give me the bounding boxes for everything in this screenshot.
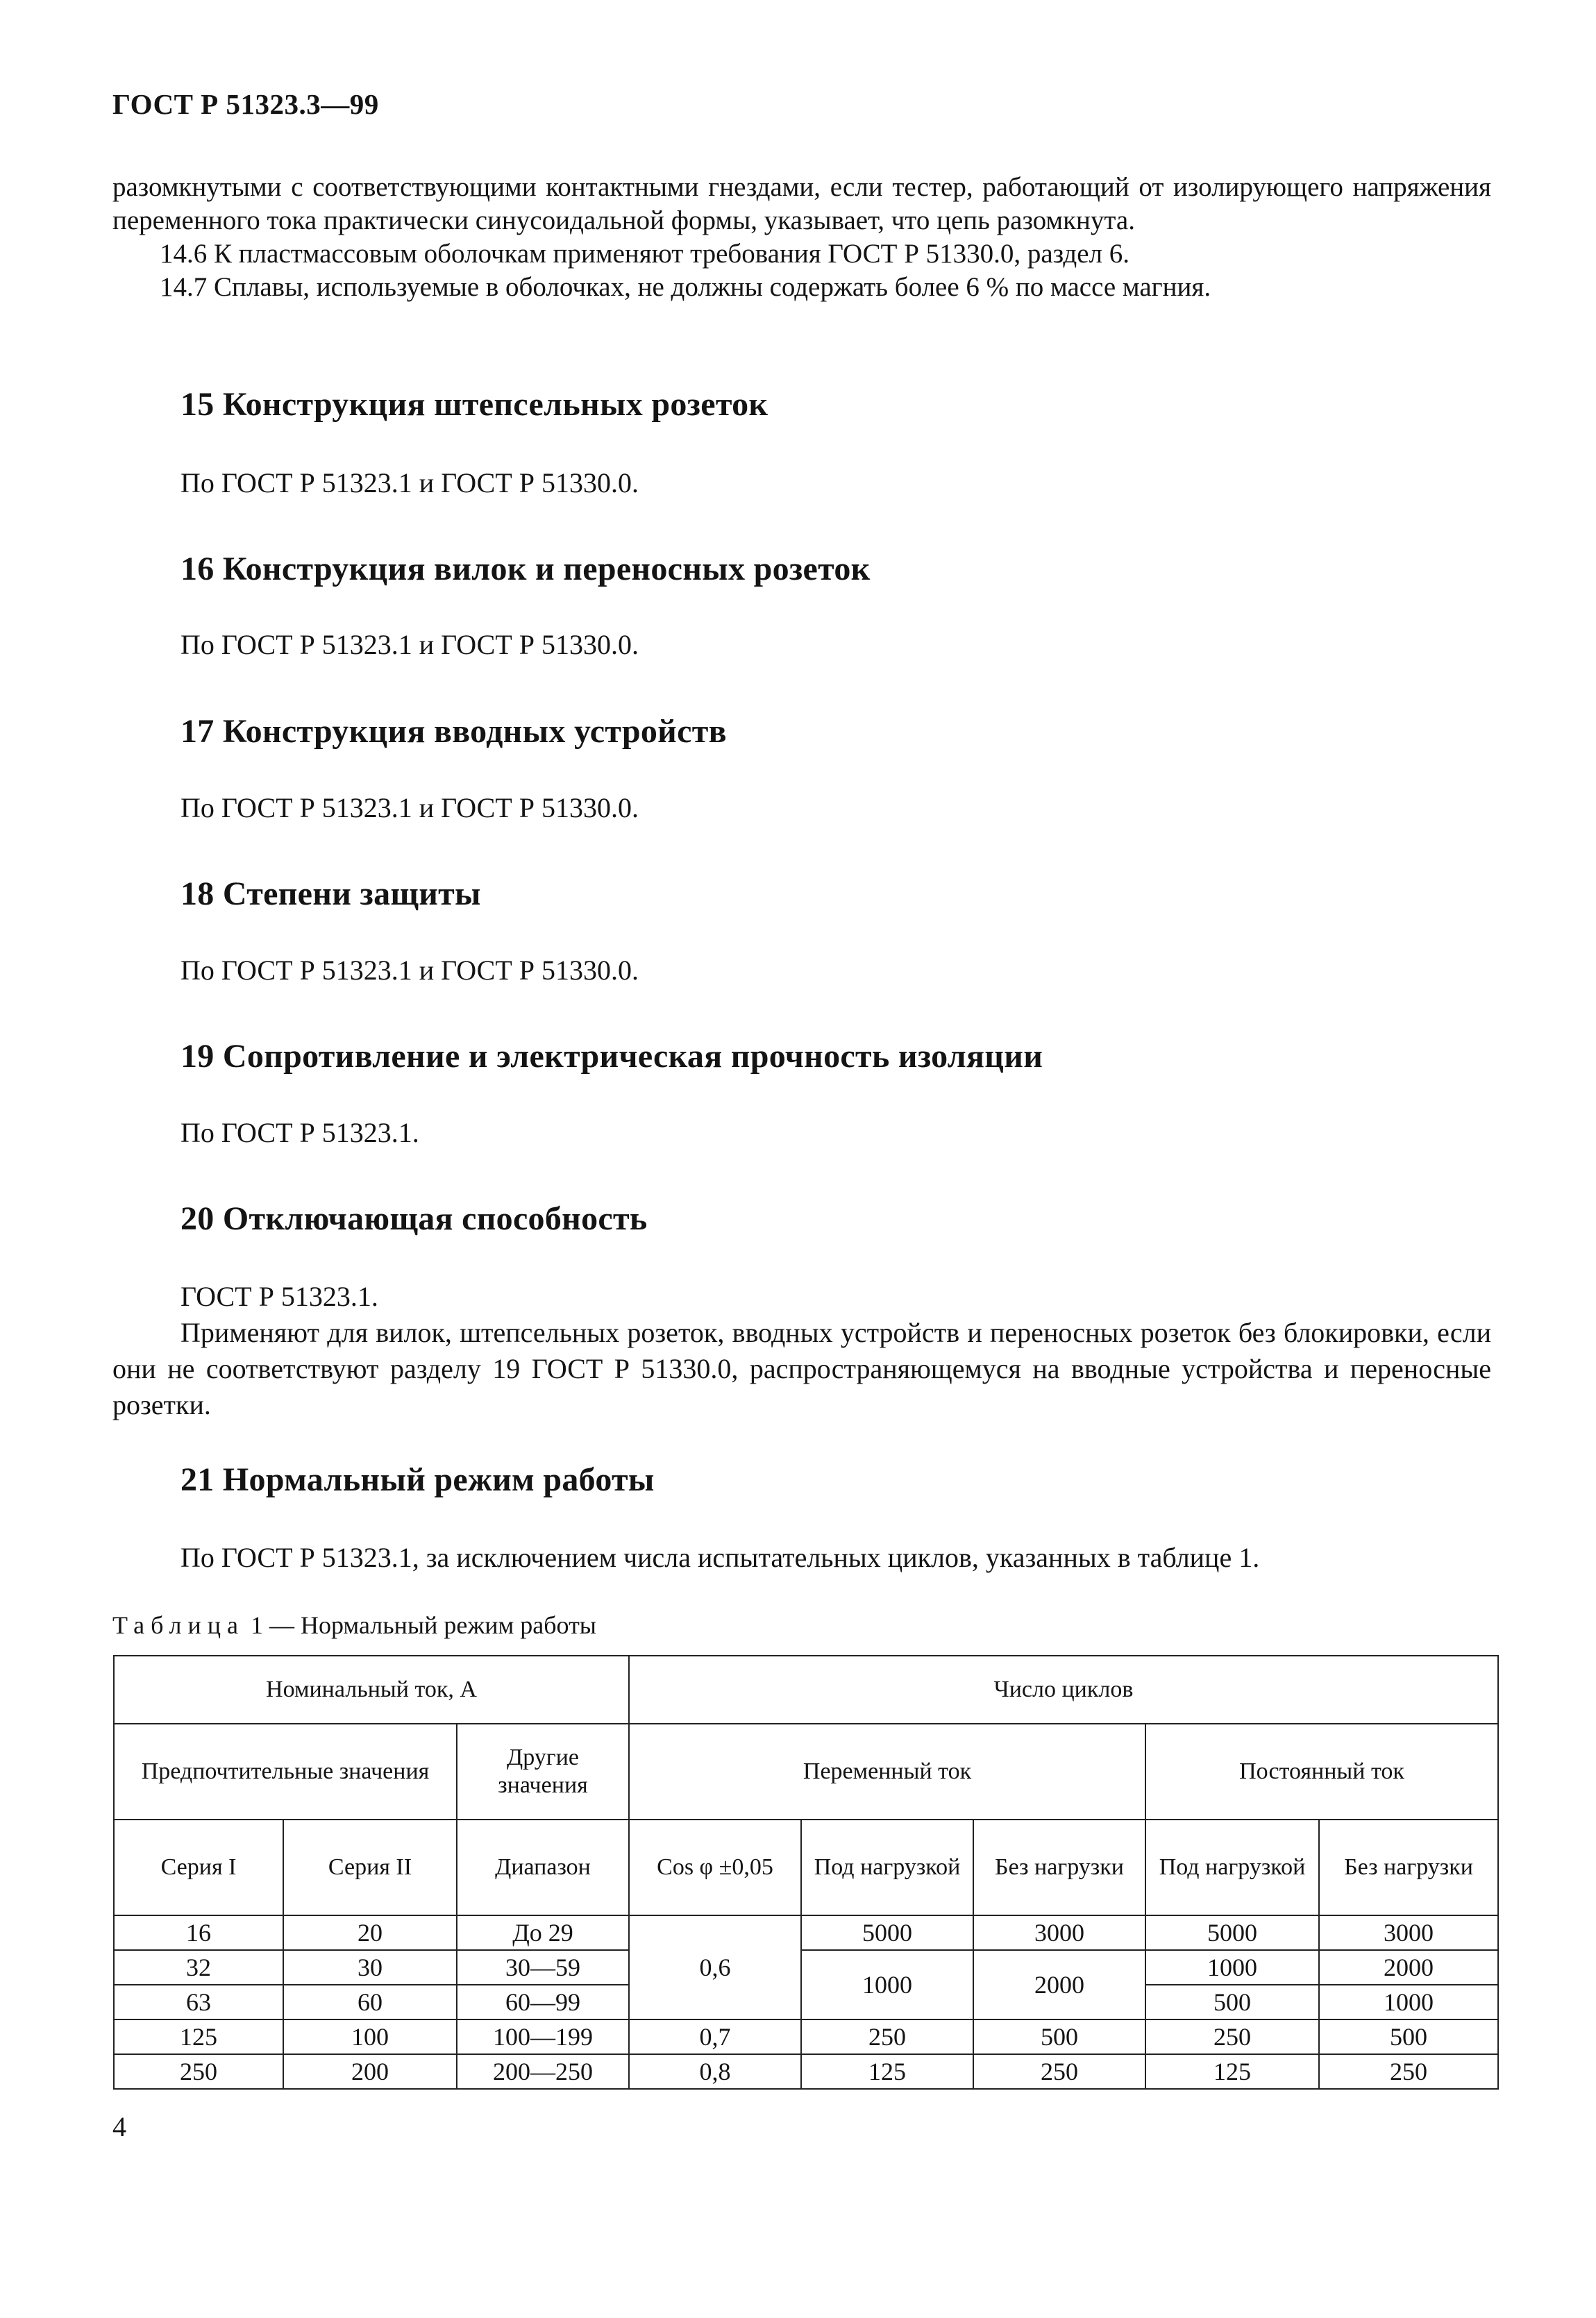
cell-series-1: 250 <box>114 2054 283 2089</box>
header-dc: Постоянный ток <box>1145 1724 1498 1820</box>
section-15-title: 15 Конструкция штепсельных розеток <box>180 386 768 423</box>
cell-cos-phi: 0,6 <box>629 1915 801 2019</box>
cell-range: 30—59 <box>457 1950 629 1985</box>
cell-range: 100—199 <box>457 2019 629 2054</box>
table-row <box>114 2019 1498 2054</box>
header-range: Диапазон <box>457 1820 629 1915</box>
section-16-title: 16 Конструкция вилок и переносных розеток <box>180 551 871 587</box>
cell-dc-noload: 2000 <box>1319 1950 1498 1985</box>
cell-dc-load: 250 <box>1145 2019 1319 2054</box>
cycles-table <box>113 1655 1499 2090</box>
header-series-2: Серия II <box>283 1820 457 1915</box>
cell-dc-load: 125 <box>1145 2054 1319 2089</box>
cell-series-1: 16 <box>114 1915 283 1950</box>
table-caption-word: Таблица <box>112 1611 244 1639</box>
header-ac-load: Под нагрузкой <box>801 1820 973 1915</box>
cell-dc-load: 5000 <box>1145 1915 1319 1950</box>
cell-ac-load: 125 <box>801 2054 973 2089</box>
section-19-text: По ГОСТ Р 51323.1. <box>180 1117 419 1148</box>
header-dc-load: Под нагрузкой <box>1145 1820 1319 1915</box>
cell-ac-noload: 2000 <box>973 1950 1145 2019</box>
cell-range: 200—250 <box>457 2054 629 2089</box>
cell-cos-phi: 0,7 <box>629 2019 801 2054</box>
section-21-text: По ГОСТ Р 51323.1, за исключением числа испытательных циклов, указанных в таблице 1. <box>180 1542 1260 1573</box>
section-18-title: 18 Степени защиты <box>180 875 481 912</box>
section-21-title: 21 Нормальный режим работы <box>180 1461 655 1498</box>
cell-series-1: 63 <box>114 1985 283 2019</box>
cell-range: 60—99 <box>457 1985 629 2019</box>
cell-series-2: 20 <box>283 1915 457 1950</box>
header-ac-noload: Без нагрузки <box>973 1820 1145 1915</box>
section-20-body <box>112 1279 1491 1423</box>
section-17-text: По ГОСТ Р 51323.1 и ГОСТ Р 51330.0. <box>180 792 639 823</box>
continuation-paragraph: разомкнутыми с соответствующими контактными гнездами, если тестер, работающий от изолирующего напряжения переменного тока практически синусоидальной формы, указывает, что цепь разомкнута. <box>112 172 1491 235</box>
section-17-title: 17 Конструкция вводных устройств <box>180 713 727 750</box>
cell-dc-noload: 3000 <box>1319 1915 1498 1950</box>
cell-series-2: 200 <box>283 2054 457 2089</box>
section-20-ref: ГОСТ Р 51323.1. <box>180 1281 378 1312</box>
header-ac: Переменный ток <box>629 1724 1145 1820</box>
cell-dc-noload: 250 <box>1319 2054 1498 2089</box>
section-20-title: 20 Отключающая способность <box>180 1200 648 1237</box>
cell-ac-noload: 500 <box>973 2019 1145 2054</box>
section-18-text: По ГОСТ Р 51323.1 и ГОСТ Р 51330.0. <box>180 955 639 986</box>
cell-dc-noload: 1000 <box>1319 1985 1498 2019</box>
cell-ac-noload: 250 <box>973 2054 1145 2089</box>
header-series-1: Серия I <box>114 1820 283 1915</box>
cell-ac-noload: 3000 <box>973 1915 1145 1950</box>
section-20-text: Применяют для вилок, штепсельных розеток, вводных устройств и переносных розеток без блокировки, если они не соответствуют разделу 19 ГОСТ Р 51330.0, распространяющемуся на вводные устройства и переносные розетки. <box>112 1317 1491 1420</box>
section-16-text: По ГОСТ Р 51323.1 и ГОСТ Р 51330.0. <box>180 629 639 660</box>
header-cycles: Число циклов <box>629 1656 1498 1724</box>
header-other: Другие значения <box>457 1724 629 1820</box>
header-cos-phi: Cos φ ±0,05 <box>629 1820 801 1915</box>
cell-ac-load: 5000 <box>801 1915 973 1950</box>
cell-dc-noload: 500 <box>1319 2019 1498 2054</box>
cell-dc-load: 1000 <box>1145 1950 1319 1985</box>
table-caption <box>112 1611 596 1640</box>
section-19-title: 19 Сопротивление и электрическая прочность изоляции <box>180 1038 1043 1075</box>
header-preferred: Предпочтительные значения <box>114 1724 457 1820</box>
table-row <box>114 1915 1498 1950</box>
document-header: ГОСТ Р 51323.3—99 <box>112 88 379 120</box>
section-15-text: По ГОСТ Р 51323.1 и ГОСТ Р 51330.0. <box>180 467 639 498</box>
table-caption-text: 1 — Нормальный режим работы <box>250 1611 596 1639</box>
cell-range: До 29 <box>457 1915 629 1950</box>
cell-dc-load: 500 <box>1145 1985 1319 2019</box>
intro-block <box>112 171 1491 304</box>
cell-cos-phi: 0,8 <box>629 2054 801 2089</box>
cell-ac-load: 1000 <box>801 1950 973 2019</box>
cell-ac-load: 250 <box>801 2019 973 2054</box>
header-dc-noload: Без нагрузки <box>1319 1820 1498 1915</box>
page-number: 4 <box>112 2111 126 2142</box>
table-row <box>114 1950 1498 1985</box>
table-row <box>114 2054 1498 2089</box>
clause-14-6: 14.6 К пластмассовым оболочкам применяют требования ГОСТ Р 51330.0, раздел 6. <box>160 239 1130 269</box>
cell-series-1: 125 <box>114 2019 283 2054</box>
cell-series-1: 32 <box>114 1950 283 1985</box>
header-rated-current: Номинальный ток, А <box>114 1656 629 1724</box>
cell-series-2: 60 <box>283 1985 457 2019</box>
clause-14-7: 14.7 Сплавы, используемые в оболочках, не должны содержать более 6 % по массе магния. <box>160 272 1211 302</box>
cell-series-2: 30 <box>283 1950 457 1985</box>
cell-series-2: 100 <box>283 2019 457 2054</box>
